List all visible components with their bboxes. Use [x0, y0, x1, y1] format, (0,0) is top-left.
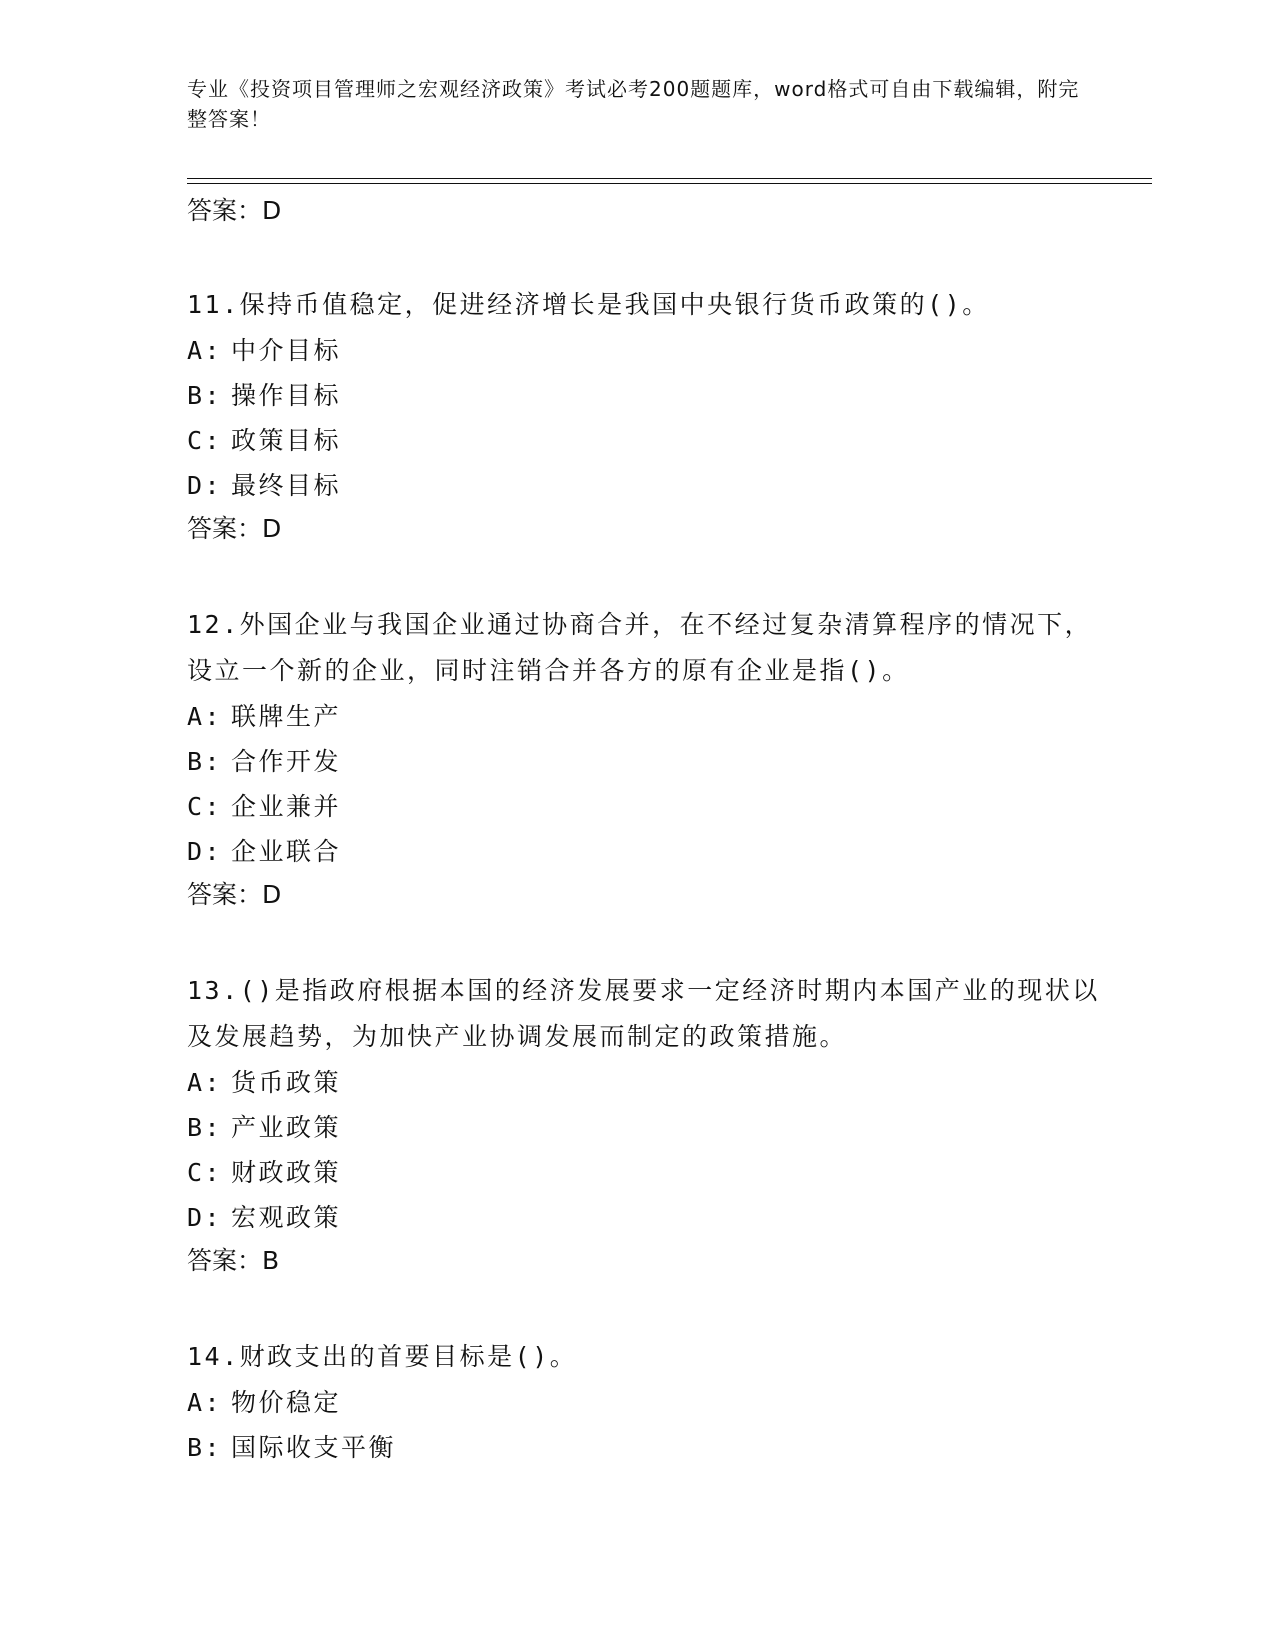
question-12	[187, 602, 1107, 916]
option-c	[187, 1150, 1107, 1195]
header-divider-second	[187, 183, 1152, 184]
option-text: 联牌生产	[231, 702, 342, 731]
header-divider	[187, 178, 1152, 179]
option-text: 合作开发	[231, 747, 342, 776]
option-c	[187, 418, 1107, 463]
option-letter: C:	[187, 1158, 223, 1187]
option-text: 最终目标	[231, 471, 342, 500]
option-letter: C:	[187, 792, 223, 821]
option-text: 宏观政策	[231, 1203, 342, 1232]
question-13	[187, 968, 1107, 1282]
document-header: 专业《投资项目管理师之宏观经济政策》考试必考200题题库，word格式可自由下载编辑，附完整答案！	[187, 77, 1080, 131]
option-letter: B:	[187, 747, 223, 776]
option-text: 货币政策	[231, 1068, 342, 1097]
option-letter: B:	[187, 1433, 223, 1462]
option-text: 企业兼并	[231, 792, 342, 821]
option-d	[187, 463, 1107, 508]
option-text: 国际收支平衡	[231, 1433, 397, 1462]
option-letter: A:	[187, 1068, 223, 1097]
option-a	[187, 1060, 1107, 1105]
option-b	[187, 1105, 1107, 1150]
option-text: 政策目标	[231, 426, 342, 455]
option-a	[187, 1380, 1107, 1425]
option-b	[187, 373, 1107, 418]
option-letter: A:	[187, 702, 223, 731]
option-a	[187, 694, 1107, 739]
option-b	[187, 739, 1107, 784]
question-answer: 答案：B	[187, 1246, 280, 1275]
option-text: 财政政策	[231, 1158, 342, 1187]
option-letter: D:	[187, 837, 223, 866]
option-text: 企业联合	[231, 837, 342, 866]
option-text: 操作目标	[231, 381, 342, 410]
question-stem: 14.财政支出的首要目标是()。	[187, 1342, 578, 1371]
option-d	[187, 1195, 1107, 1240]
question-stem: 11.保持币值稳定，促进经济增长是我国中央银行货币政策的()。	[187, 290, 990, 319]
option-letter: D:	[187, 471, 223, 500]
option-letter: B:	[187, 1113, 223, 1142]
option-text: 中介目标	[231, 336, 342, 365]
option-letter: A:	[187, 336, 223, 365]
question-stem: 13.()是指政府根据本国的经济发展要求一定经济时期内本国产业的现状以及发展趋势，为加快产业协调发展而制定的政策措施。	[187, 976, 1100, 1051]
previous-answer: 答案：D	[187, 196, 282, 225]
question-11	[187, 282, 1107, 550]
question-stem: 12.外国企业与我国企业通过协商合并，在不经过复杂清算程序的情况下，设立一个新的企业，同时注销合并各方的原有企业是指()。	[187, 610, 1093, 685]
question-list	[187, 192, 1107, 1470]
option-text: 产业政策	[231, 1113, 342, 1142]
option-letter: B:	[187, 381, 223, 410]
option-b	[187, 1425, 1107, 1470]
question-answer: 答案：D	[187, 514, 282, 543]
question-answer: 答案：D	[187, 880, 282, 909]
option-a	[187, 328, 1107, 373]
question-14	[187, 1334, 1107, 1470]
option-d	[187, 829, 1107, 874]
option-letter: C:	[187, 426, 223, 455]
option-text: 物价稳定	[231, 1388, 342, 1417]
option-c	[187, 784, 1107, 829]
option-letter: A:	[187, 1388, 223, 1417]
option-letter: D:	[187, 1203, 223, 1232]
